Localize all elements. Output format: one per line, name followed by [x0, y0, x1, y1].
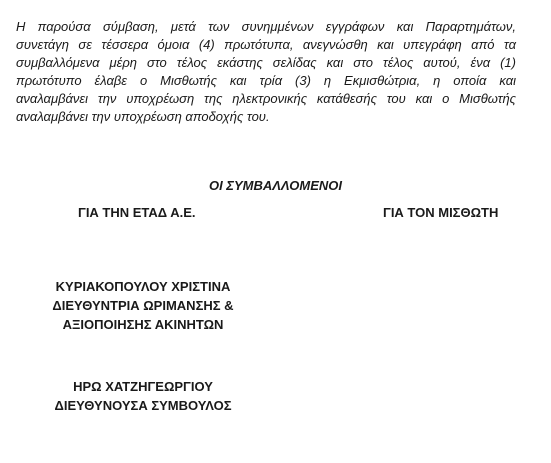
paragraph-line: συνετάγη σε τέσσερα όμοια (4) πρωτότυπα, ανεγνώσθη και υπεγράφη από τα	[16, 37, 516, 52]
paragraph-line: Η παρούσα σύμβαση, μετά των συνημμένων εγγράφων και Παραρτημάτων,	[16, 19, 516, 34]
paragraph-line: πρωτότυπο έλαβε ο Μισθωτής και τρία (3) η Εκμισθώτρια, η οποία και	[16, 73, 516, 88]
signatory-block	[38, 277, 248, 334]
paragraph-line: συμβαλλόμενα μέρη στο τέλος εκάστης σελίδας και στο τέλος αυτού, ένα (1)	[16, 55, 516, 70]
paragraph-line: αναλαμβάνει την υποχρέωση της ηλεκτρονικής κατάθεσής του και ο Μισθωτής	[16, 91, 516, 106]
contracting-parties-heading: ΟΙ ΣΥΜΒΑΛΛΟΜΕΝΟΙ	[208, 178, 343, 193]
signatory-name: ΗΡΩ ΧΑΤΖΗΓΕΩΡΓΙΟΥ	[73, 379, 213, 394]
signatory-title: ΑΞΙΟΠΟΙΗΣΗΣ ΑΚΙΝΗΤΩΝ	[62, 317, 224, 332]
signatory-name: ΚΥΡΙΑΚΟΠΟΥΛΟΥ ΧΡΙΣΤΙΝΑ	[55, 279, 231, 294]
party-label-etad: ΓΙΑ ΤΗΝ ΕΤΑΔ Α.Ε.	[78, 205, 196, 220]
signatory-block	[38, 377, 248, 415]
paragraph-line: αναλαμβάνει την υποχρέωση αποδοχής του.	[16, 109, 270, 124]
contract-closing-paragraph	[16, 18, 516, 126]
signatory-title: ΔΙΕΥΘΥΝΟΥΣΑ ΣΥΜΒΟΥΛΟΣ	[54, 398, 232, 413]
signatory-title: ΔΙΕΥΘΥΝΤΡΙΑ ΩΡΙΜΑΝΣΗΣ &	[52, 298, 234, 313]
party-label-lessee: ΓΙΑ ΤΟΝ ΜΙΣΘΩΤΗ	[383, 205, 499, 220]
